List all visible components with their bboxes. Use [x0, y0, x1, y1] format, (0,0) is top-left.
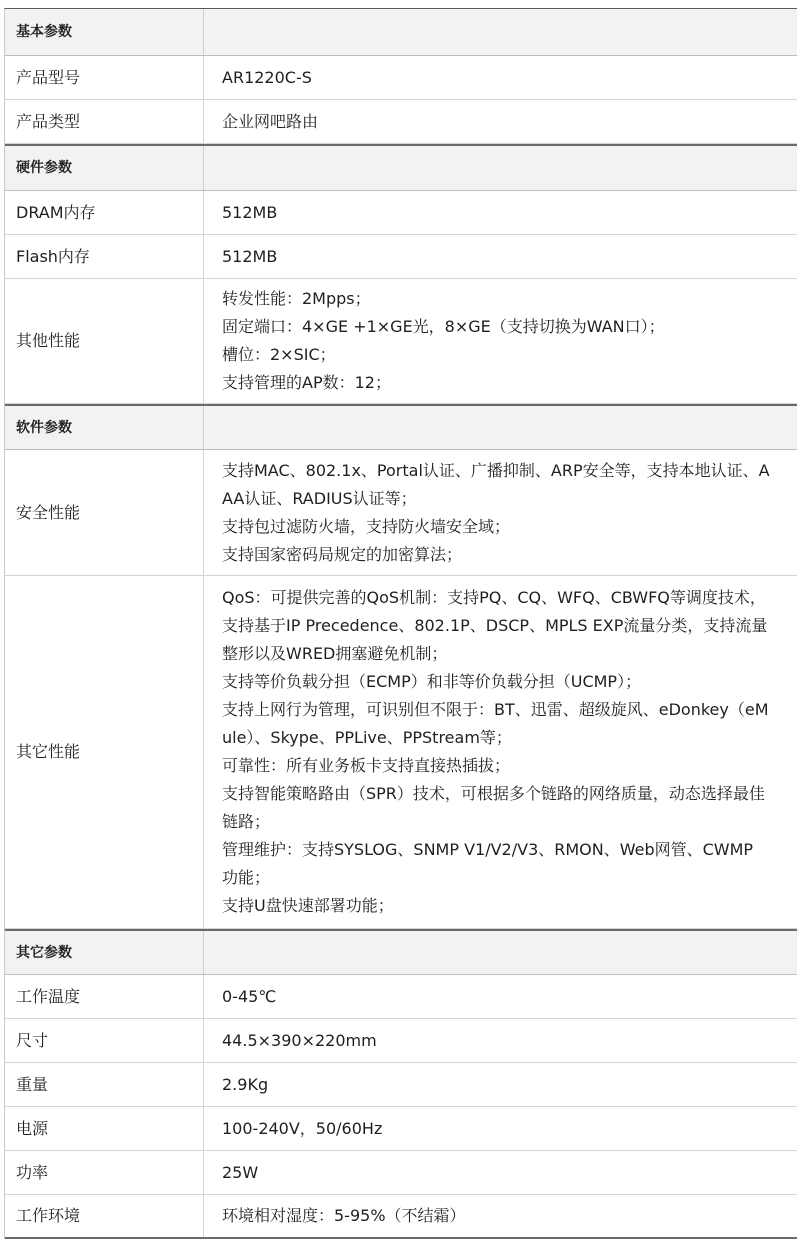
section-header-empty-cell [204, 931, 797, 974]
spec-label: 其他性能 [5, 279, 204, 403]
spec-value-line: 支持包过滤防火墙，支持防火墙安全域； [222, 516, 511, 536]
spec-label: 重量 [5, 1063, 204, 1106]
spec-label: 产品型号 [5, 56, 204, 99]
spec-label: 工作环境 [5, 1195, 204, 1237]
section-header-other [5, 929, 797, 975]
spec-label: 产品类型 [5, 100, 204, 143]
spec-value-line: 支持基于IP Precedence、802.1P、DSCP、MPLS EXP流量分类，支持流量 [222, 616, 768, 635]
spec-row-power-supply [5, 1107, 797, 1151]
section-title: 硬件参数 [5, 146, 204, 190]
spec-row-other-hw [5, 279, 797, 404]
spec-value-line: 支持上网行为管理，可识别但不限于：BT、迅雷、超级旋风、eDonkey（eM [222, 700, 769, 719]
spec-value-line: 企业网吧路由 [222, 111, 319, 131]
spec-value-line: AR1220C-S [222, 67, 312, 87]
spec-value-line: 支持等价负载分担（ECMP）和非等价负载分担（UCMP）； [222, 672, 642, 691]
spec-row-weight [5, 1063, 797, 1107]
spec-value [204, 56, 797, 99]
spec-value-line: 44.5×390×220mm [222, 1030, 377, 1050]
spec-row-type [5, 100, 797, 144]
section-title: 软件参数 [5, 406, 204, 449]
spec-value-line: 转发性能：2Mpps； [222, 289, 371, 308]
spec-label: 其它性能 [5, 576, 204, 928]
spec-value [204, 576, 797, 928]
section-header-empty-cell [204, 146, 797, 190]
spec-value [204, 100, 797, 143]
spec-row-flash [5, 235, 797, 279]
spec-row-security [5, 450, 797, 576]
spec-row-dimensions [5, 1019, 797, 1063]
spec-row-other-sw [5, 576, 797, 929]
spec-value-line: 功能； [222, 868, 271, 887]
spec-value-line: 支持U盘快速部署功能； [222, 896, 394, 915]
spec-row-model [5, 56, 797, 100]
section-title: 其它参数 [5, 931, 204, 974]
spec-value-line: 链路； [222, 812, 271, 831]
spec-value-line: 固定端口：4×GE +1×GE光，8×GE（支持切换为WAN口）； [222, 317, 665, 336]
spec-row-temperature [5, 975, 797, 1019]
spec-value [204, 279, 797, 403]
spec-value-line: 2.9Kg [222, 1074, 269, 1094]
spec-label: DRAM内存 [5, 191, 204, 234]
spec-row-power [5, 1151, 797, 1195]
spec-value [204, 1063, 797, 1106]
spec-value-line: 25W [222, 1162, 259, 1182]
spec-value-line: 支持国家密码局规定的加密算法； [222, 544, 463, 564]
section-header-basic [5, 9, 797, 56]
spec-value-line: 整形以及WRED拥塞避免机制； [222, 644, 448, 663]
spec-table [4, 8, 797, 1239]
spec-label: Flash内存 [5, 235, 204, 278]
spec-value-line: 支持MAC、802.1x、Portal认证、广播抑制、ARP安全等，支持本地认证、A [222, 460, 770, 480]
section-header-empty-cell [204, 406, 797, 449]
spec-label: 功率 [5, 1151, 204, 1194]
spec-value-line: 槽位：2×SIC； [222, 345, 336, 364]
spec-value-line: ule）、Skype、PPLive、PPStream等； [222, 728, 512, 747]
spec-value-line: 512MB [222, 246, 278, 266]
section-title: 基本参数 [5, 9, 204, 55]
section-header-hardware [5, 144, 797, 191]
spec-value-line: QoS：可提供完善的QoS机制：支持PQ、CQ、WFQ、CBWFQ等调度技术， [222, 588, 766, 607]
spec-value-line: 512MB [222, 202, 278, 222]
section-header-software [5, 404, 797, 450]
spec-value-line: 可靠性：所有业务板卡支持直接热插拔； [222, 756, 511, 775]
spec-value-line: 支持管理的AP数：12； [222, 373, 391, 392]
spec-value [204, 450, 797, 575]
spec-label: 工作温度 [5, 975, 204, 1018]
spec-value [204, 235, 797, 278]
spec-row-dram [5, 191, 797, 235]
spec-label: 安全性能 [5, 450, 204, 575]
spec-value-line: 管理维护：支持SYSLOG、SNMP V1/V2/V3、RMON、Web网管、CWMP [222, 840, 754, 859]
spec-value [204, 1019, 797, 1062]
spec-value [204, 1107, 797, 1150]
spec-value-line: 0-45℃ [222, 986, 277, 1006]
spec-value [204, 975, 797, 1018]
spec-value [204, 191, 797, 234]
spec-label: 尺寸 [5, 1019, 204, 1062]
spec-value [204, 1195, 797, 1237]
spec-row-environment [5, 1195, 797, 1239]
spec-value-line: 环境相对湿度：5-95%（不结霜） [222, 1206, 466, 1225]
section-header-empty-cell [204, 9, 797, 55]
spec-value [204, 1151, 797, 1194]
spec-value-line: AA认证、RADIUS认证等； [222, 488, 417, 508]
spec-label: 电源 [5, 1107, 204, 1150]
spec-value-line: 100-240V，50/60Hz [222, 1118, 383, 1138]
spec-value-line: 支持智能策略路由（SPR）技术，可根据多个链路的网络质量，动态选择最佳 [222, 784, 765, 803]
